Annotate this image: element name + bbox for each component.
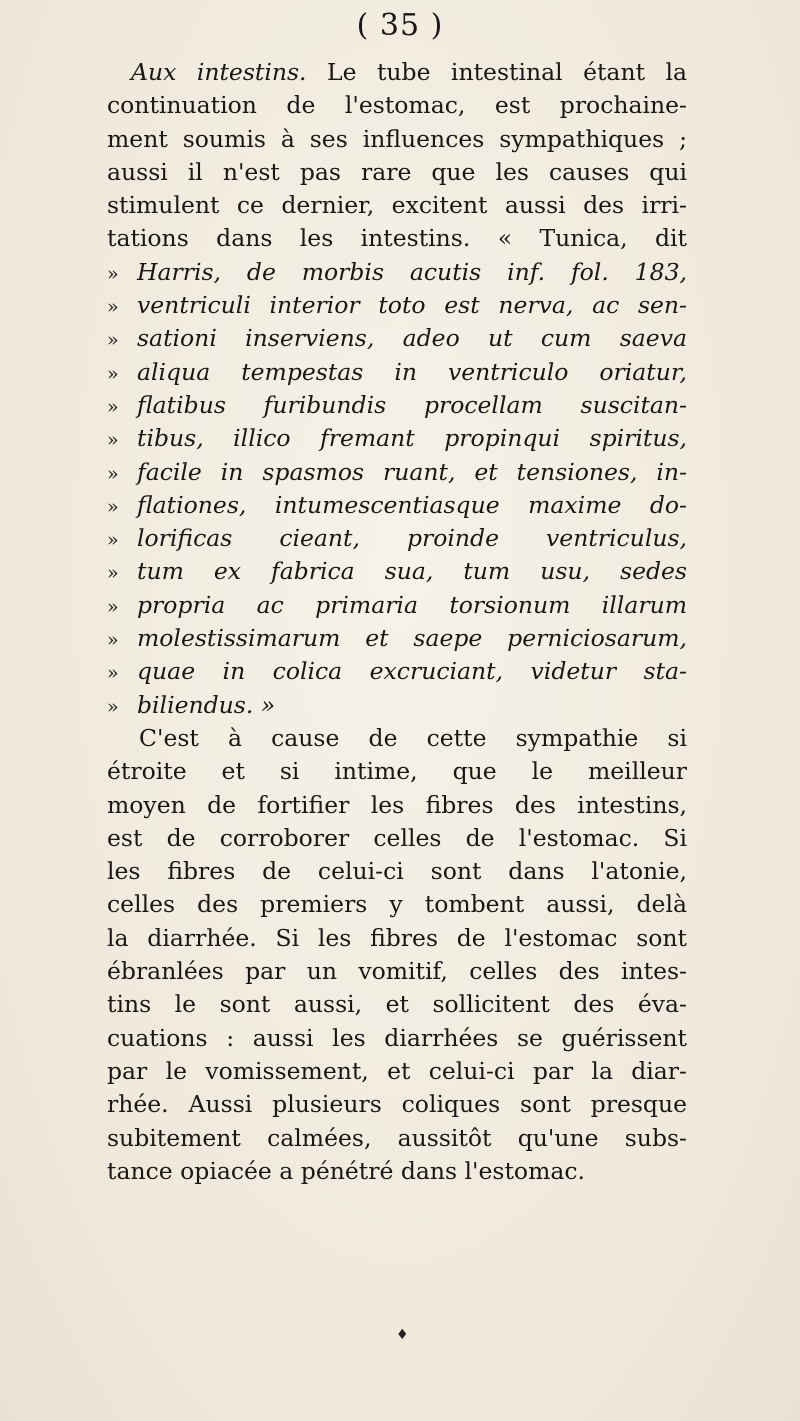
text-line: » tibus, illico fremant propinqui spiritus, — [107, 422, 687, 455]
quote-marker: » — [107, 629, 119, 652]
text-line: rhée. Aussi plusieurs coliques sont presque — [107, 1090, 687, 1119]
section-heading-italic: Aux intestins. — [131, 58, 307, 86]
text-line: est de corroborer celles de l'estomac. Si — [107, 823, 687, 852]
quote-marker: » — [107, 262, 119, 285]
text-line: continuation de l'estomac, est prochaine- — [107, 91, 687, 120]
ink-dot-mark: ♦ — [396, 1327, 409, 1343]
quote-marker: » — [107, 329, 119, 352]
page-number: ( 35 ) — [356, 8, 444, 43]
text-line: tance opiacée a pénétré dans l'estomac. — [107, 1156, 585, 1185]
text-line: moyen de fortifier les fibres des intestins, — [107, 790, 687, 819]
text-line: » flatibus furibundis procellam suscitan- — [107, 389, 687, 422]
text-line: » flationes, intumescentiasque maxime do- — [107, 489, 687, 522]
text-line: » lorificas cieant, proinde ventriculus, — [107, 522, 687, 555]
text-line: Aux intestins. Le tube intestinal étant la — [107, 56, 687, 89]
text-line: C'est à cause de cette sympathie si — [139, 723, 687, 752]
quote-marker: » — [107, 495, 119, 518]
text-line: la diarrhée. Si les fibres de l'estomac sont — [107, 923, 687, 952]
quote-marker: » — [107, 662, 119, 685]
quote-marker: » — [107, 462, 119, 485]
text-line: » propria ac primaria torsionum illarum — [107, 589, 687, 622]
text-body — [107, 56, 687, 1188]
text-line: celles des premiers y tombent aussi, delà — [107, 890, 687, 919]
quote-marker: » — [107, 296, 119, 319]
text-line: » tum ex fabrica sua, tum usu, sedes — [107, 555, 687, 588]
text-line: » sationi inserviens, adeo ut cum saeva — [107, 322, 687, 355]
text-line: tations dans les intestins. « Tunica, dit — [107, 224, 687, 253]
text-line: » molestissimarum et saepe perniciosarum, — [107, 622, 687, 655]
text-line: étroite et si intime, que le meilleur — [107, 757, 687, 786]
text-line: ment soumis à ses influences sympathiques ; — [107, 124, 687, 153]
text-line: subitement calmées, aussitôt qu'une subs- — [107, 1123, 687, 1152]
text-line: » facile in spasmos ruant, et tensiones, in- — [107, 456, 687, 489]
text-line: » ventriculi interior toto est nerva, ac sen- — [107, 289, 687, 322]
quote-marker: » — [107, 362, 119, 385]
text-line: ébranlées par un vomitif, celles des intes- — [107, 957, 687, 986]
quote-marker: » — [107, 695, 119, 718]
text-line: » aliqua tempestas in ventriculo oriatur, — [107, 356, 687, 389]
text-line: » biliendus. » — [107, 689, 687, 722]
quote-marker: » — [107, 395, 119, 418]
text-line: stimulent ce dernier, excitent aussi des irri- — [107, 191, 687, 220]
text-line: » Harris, de morbis acutis inf. fol. 183, — [107, 256, 687, 289]
quote-marker: » — [107, 562, 119, 585]
quote-marker: » — [107, 429, 119, 452]
quote-marker: » — [107, 529, 119, 552]
text-line: aussi il n'est pas rare que les causes qui — [107, 157, 687, 186]
quote-marker: » — [107, 595, 119, 618]
text-line: tins le sont aussi, et sollicitent des éva- — [107, 990, 687, 1019]
text-line: cuations : aussi les diarrhées se guérissent — [107, 1023, 687, 1052]
text-line: » quae in colica excruciant, videtur sta- — [107, 655, 687, 688]
text-line: par le vomissement, et celui-ci par la diar- — [107, 1056, 687, 1085]
text-line: les fibres de celui-ci sont dans l'atonie, — [107, 857, 687, 886]
